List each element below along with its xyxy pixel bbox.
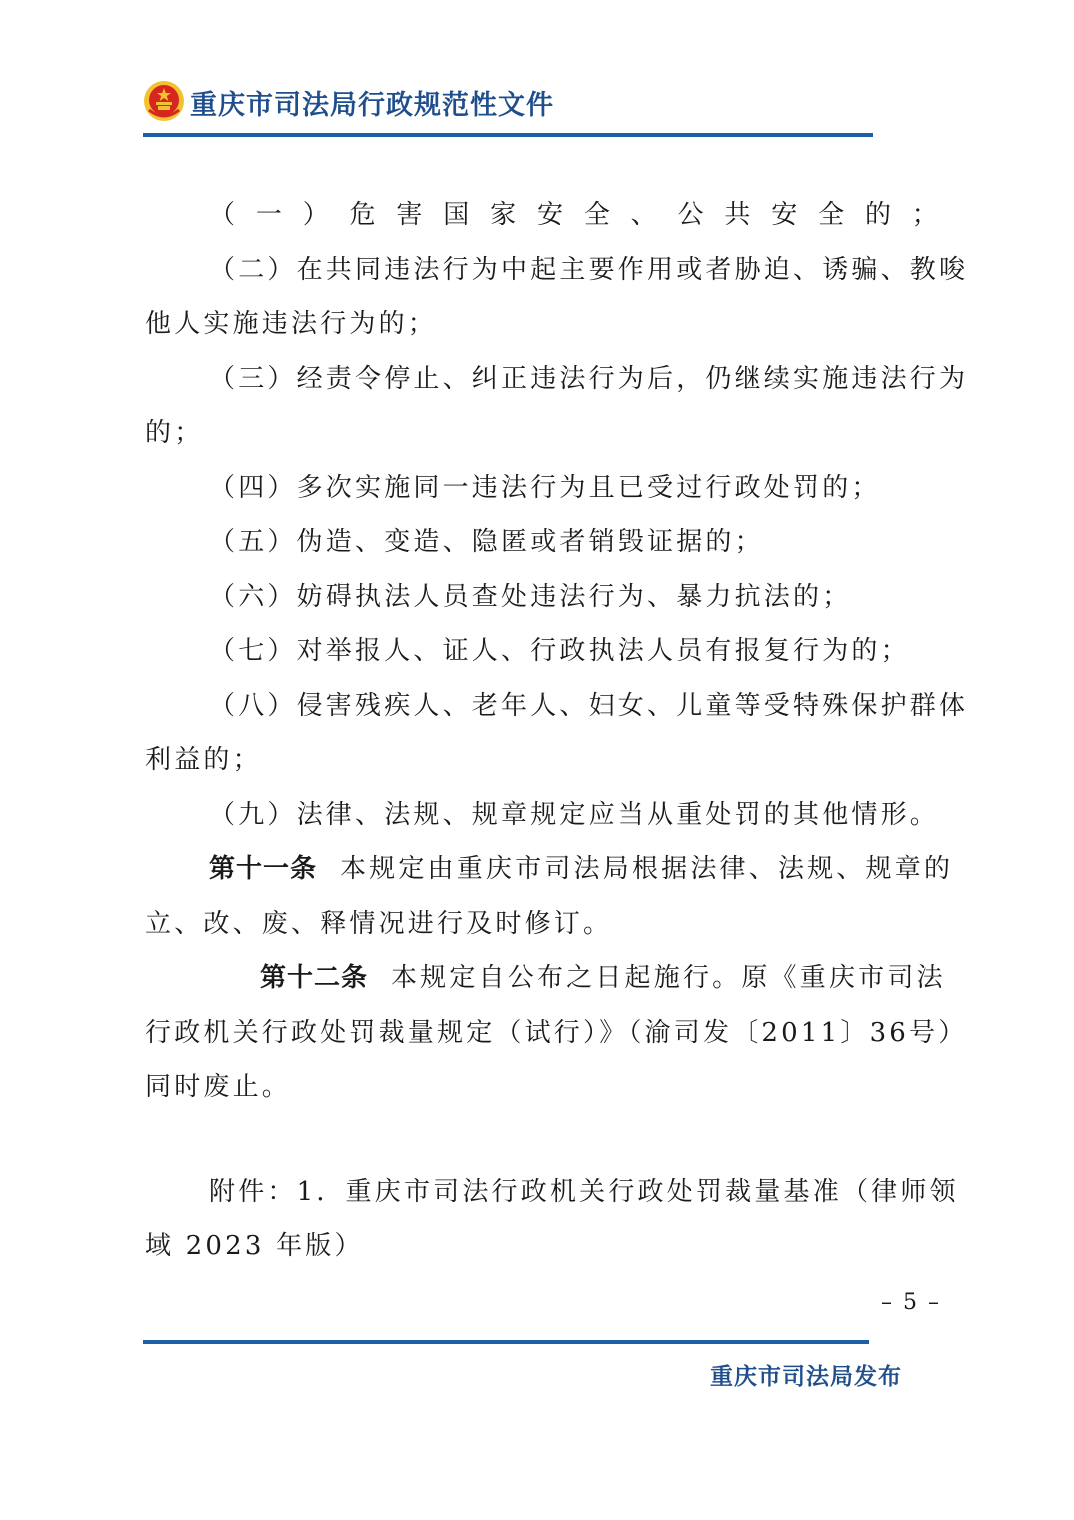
- clause-line: 利益的；: [145, 745, 262, 775]
- article-11-continuation: 立、改、废、释情况进行及时修订。: [145, 908, 613, 939]
- header-title: 重庆市司法局行政规范性文件: [190, 90, 554, 121]
- clause-line: （一）危害国家安全、公共安全的；: [209, 200, 941, 230]
- clause-line: （五）伪造、变造、隐匿或者销毁证据的；: [209, 527, 764, 557]
- clause-line: 的；: [145, 418, 204, 448]
- article-label: 第十二条: [260, 963, 369, 993]
- clause-line: （三）经责令停止、纠正违法行为后，仍继续实施违法行为: [209, 363, 969, 394]
- clause-line: （九）法律、法规、规章规定应当从重处罚的其他情形。: [209, 799, 940, 830]
- clause-line: （六）妨碍执法人员查处违法行为、暴力抗法的；: [209, 581, 852, 612]
- document-header: [143, 78, 873, 140]
- footer-divider: [143, 1340, 869, 1344]
- clause-line: 他人实施违法行为的；: [145, 309, 438, 339]
- clause-line: （八）侵害残疾人、老年人、妇女、儿童等受特殊保护群体: [209, 690, 969, 721]
- article-11: [145, 842, 954, 897]
- article-text: 本规定自公布之日起施行。原《重庆市司法: [390, 963, 946, 993]
- national-emblem-icon: [143, 80, 185, 122]
- footer-publisher: 重庆市司法局发布: [710, 1364, 902, 1390]
- clause-line: （七）对举报人、证人、行政执法人员有报复行为的；: [209, 636, 910, 666]
- article-12-continuation: 同时废止。: [145, 1072, 292, 1102]
- clause-line: （四）多次实施同一违法行为且已受过行政处罚的；: [209, 472, 881, 503]
- clause-line: （二）在共同违法行为中起主要作用或者胁迫、诱骗、教唆: [209, 254, 969, 285]
- attachment-line: 附件：1．重庆市司法行政机关行政处罚裁量基准（律师领: [209, 1176, 959, 1207]
- article-12: [145, 951, 946, 1006]
- attachment-line: 域 2023 年版）: [145, 1231, 364, 1261]
- document-body: [145, 188, 969, 1274]
- page-number: – 5 –: [881, 1290, 941, 1315]
- article-text: 本规定由重庆市司法局根据法律、法规、规章的: [339, 854, 954, 884]
- header-divider: [143, 133, 873, 137]
- article-12-continuation: 行政机关行政处罚裁量规定（试行）》（渝司发〔2011〕36号）: [145, 1017, 968, 1048]
- article-label: 第十一条: [209, 854, 318, 884]
